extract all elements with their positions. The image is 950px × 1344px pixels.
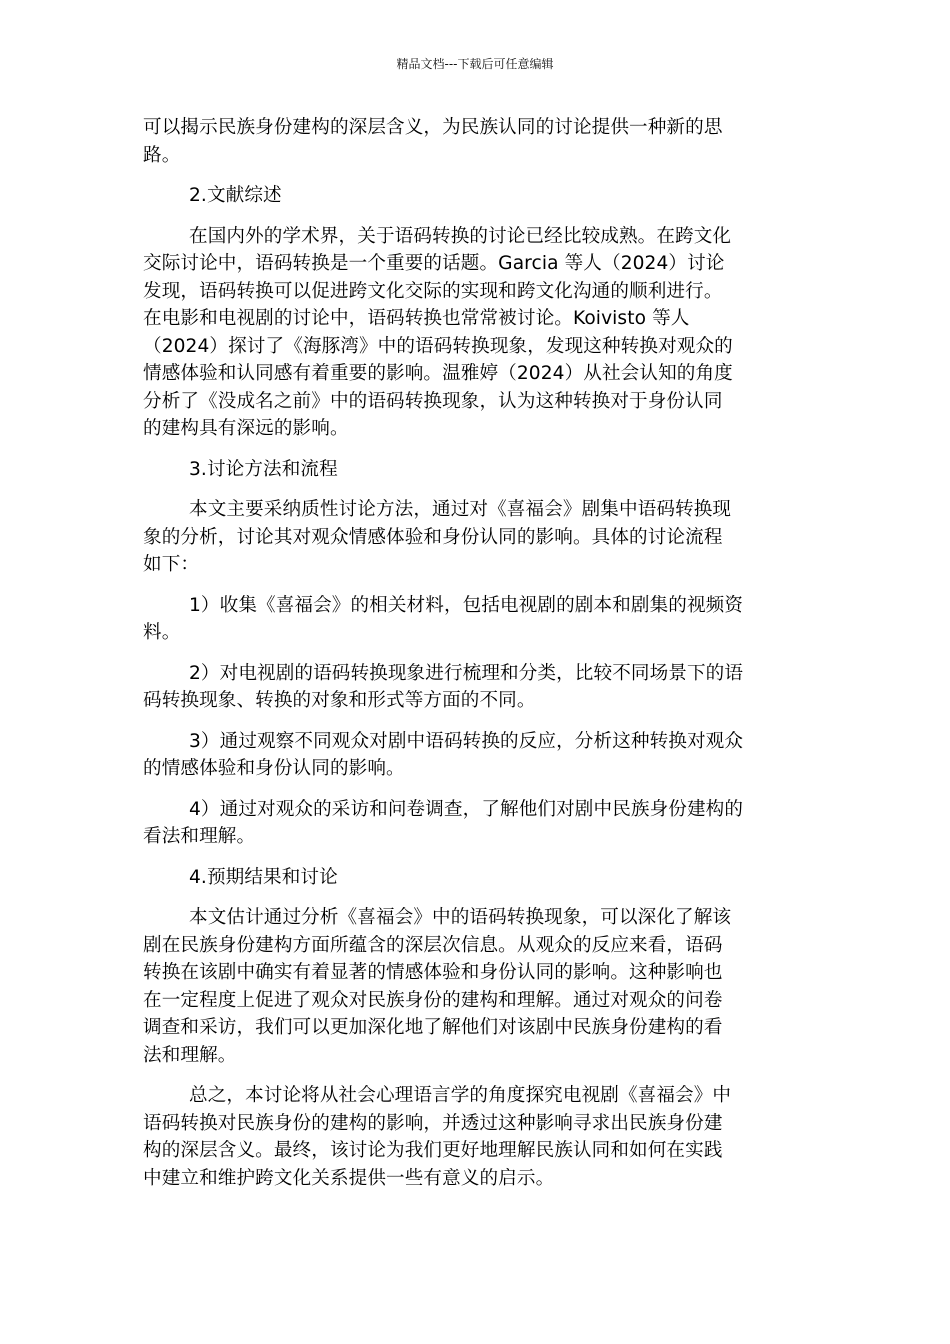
paragraph-line: 剧在民族身份建构方面所蕴含的深层次信息。从观众的反应来看，语码 (143, 934, 723, 956)
paragraph (143, 456, 809, 484)
document-body (143, 114, 809, 1205)
page-header: 精品文档---下载后可任意编辑 (396, 57, 554, 71)
paragraph-line: 在一定程度上促进了观众对民族身份的建构和理解。通过对观众的问卷 (143, 989, 723, 1011)
paragraph-line: 在国内外的学术界，关于语码转换的讨论已经比较成熟。在跨文化 (189, 225, 732, 247)
paragraph-line: 料。 (143, 622, 181, 643)
paragraph (143, 1082, 809, 1192)
paragraph (143, 114, 809, 169)
paragraph (143, 496, 809, 579)
paragraph-line: 1）收集《喜福会》的相关材料，包括电视剧的剧本和剧集的视频资 (189, 594, 744, 616)
paragraph-line: 可以揭示民族身份建构的深层含义，为民族认同的讨论提供一种新的思 (143, 117, 723, 138)
paragraph (143, 660, 809, 715)
paragraph (143, 592, 809, 647)
paragraph-line: 调查和采访，我们可以更加深化地了解他们对该剧中民族身份建构的看 (143, 1017, 723, 1038)
paragraph-line: 2）对电视剧的语码转换现象进行梳理和分类，比较不同场景下的语 (189, 662, 744, 684)
paragraph-line: 语码转换对民族身份的建构的影响，并透过这种影响寻求出民族身份建 (143, 1112, 723, 1134)
paragraph-line: 在电影和电视剧的讨论中，语码转换也常常被讨论。Koivisto 等人 (143, 308, 690, 329)
paragraph-line: 情感体验和认同感有着重要的影响。温雅婷（2024）从社会认知的角度 (143, 363, 733, 384)
paragraph-line: 4.预期结果和讨论 (189, 866, 338, 888)
paragraph (143, 182, 809, 210)
paragraph-line: 的建构具有深远的影响。 (143, 418, 349, 439)
paragraph-line: 如下： (143, 554, 200, 575)
paragraph-line: 象的分析，讨论其对观众情感体验和身份认同的影响。具体的讨论流程 (143, 526, 723, 548)
paragraph-line: 交际讨论中，语码转换是一个重要的话题。Garcia 等人（2024）讨论 (143, 253, 725, 274)
paragraph (143, 728, 809, 783)
paragraph-line: 2.文献综述 (189, 185, 282, 206)
paragraph-line: 法和理解。 (143, 1044, 237, 1066)
paragraph-line: 分析了《没成名之前》中的语码转换现象，认为这种转换对于身份认同 (143, 390, 723, 412)
paragraph-line: 中建立和维护跨文化关系提供一些有意义的启示。 (143, 1167, 555, 1189)
paragraph-line: 本文估计通过分析《喜福会》中的语码转换现象，可以深化了解该 (189, 907, 732, 928)
paragraph-line: 发现，语码转换可以促进跨文化交际的实现和跨文化沟通的顺利进行。 (143, 280, 723, 302)
paragraph-line: 构的深层含义。最终，该讨论为我们更好地理解民族认同和如何在实践 (143, 1140, 723, 1161)
paragraph-line: 本文主要采纳质性讨论方法，通过对《喜福会》剧集中语码转换现 (189, 499, 732, 520)
paragraph-line: 看法和理解。 (143, 826, 256, 847)
paragraph (143, 796, 809, 851)
paragraph-line: （2024）探讨了《海豚湾》中的语码转换现象，发现这种转换对观众的 (143, 335, 733, 357)
paragraph-line: 转换在该剧中确实有着显著的情感体验和身份认同的影响。这种影响也 (143, 962, 723, 983)
paragraph-line: 4）通过对观众的采访和问卷调查，了解他们对剧中民族身份建构的 (189, 798, 744, 820)
paragraph-line: 3）通过观察不同观众对剧中语码转换的反应，分析这种转换对观众 (189, 730, 744, 752)
paragraph (143, 223, 809, 443)
paragraph (143, 904, 809, 1069)
paragraph-line: 路。 (143, 144, 181, 166)
paragraph-line: 3.讨论方法和流程 (189, 458, 338, 480)
paragraph-line: 的情感体验和身份认同的影响。 (143, 758, 405, 779)
paragraph-line: 总之，本讨论将从社会心理语言学的角度探究电视剧《喜福会》中 (189, 1085, 732, 1106)
paragraph-line: 码转换现象、转换的对象和形式等方面的不同。 (143, 690, 536, 711)
paragraph (143, 864, 809, 892)
